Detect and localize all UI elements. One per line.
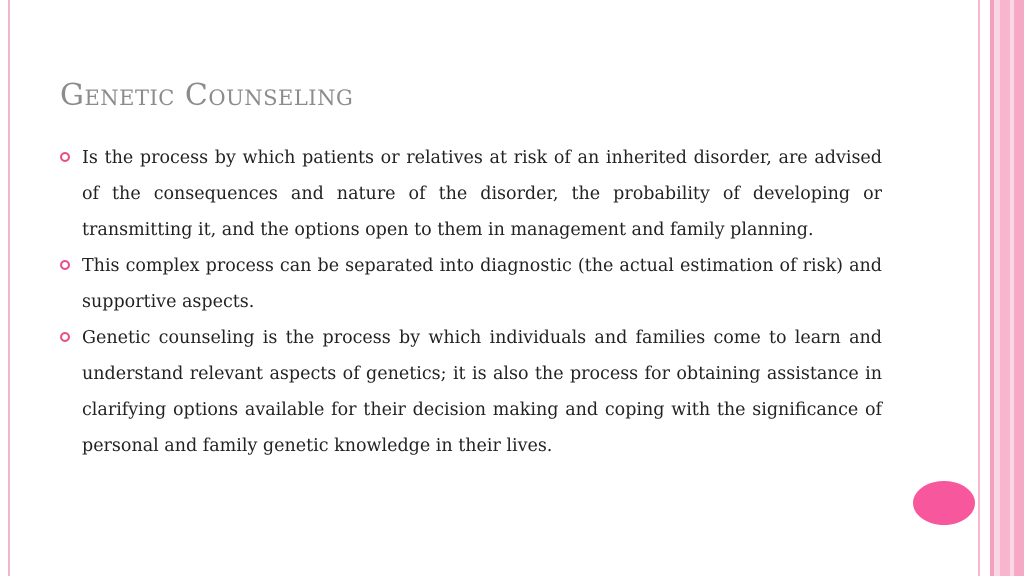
stripe bbox=[978, 0, 980, 576]
bullet-text: This complex process can be separated into diagnostic (the actual estimation of risk) and supportive aspects. bbox=[82, 256, 882, 312]
bullet-text: Is the process by which patients or relatives at risk of an inherited disorder, are advised of the consequences and nature of the disorder, the probability of developing or transmitting it, and the options open to them in management and family planning. bbox=[82, 148, 882, 240]
bullet-item bbox=[60, 248, 882, 320]
bullet-icon bbox=[60, 152, 70, 162]
right-decorative-stripes bbox=[978, 0, 1024, 576]
stripe bbox=[1014, 0, 1024, 576]
decorative-circle bbox=[913, 481, 975, 525]
left-border-line bbox=[8, 0, 10, 576]
bullet-item bbox=[60, 140, 882, 248]
bullet-item bbox=[60, 320, 882, 464]
slide-content bbox=[60, 140, 882, 464]
bullet-text: Genetic counseling is the process by which individuals and families come to learn and understand relevant aspects of genetics; it is also the process for obtaining assistance in clarifying options available for their decision making and coping with the significance of personal and family genetic knowledge in their lives. bbox=[82, 328, 882, 456]
bullet-icon bbox=[60, 260, 70, 270]
stripe bbox=[1000, 0, 1010, 576]
bullet-icon bbox=[60, 332, 70, 342]
slide-title: Genetic Counseling bbox=[60, 78, 354, 113]
